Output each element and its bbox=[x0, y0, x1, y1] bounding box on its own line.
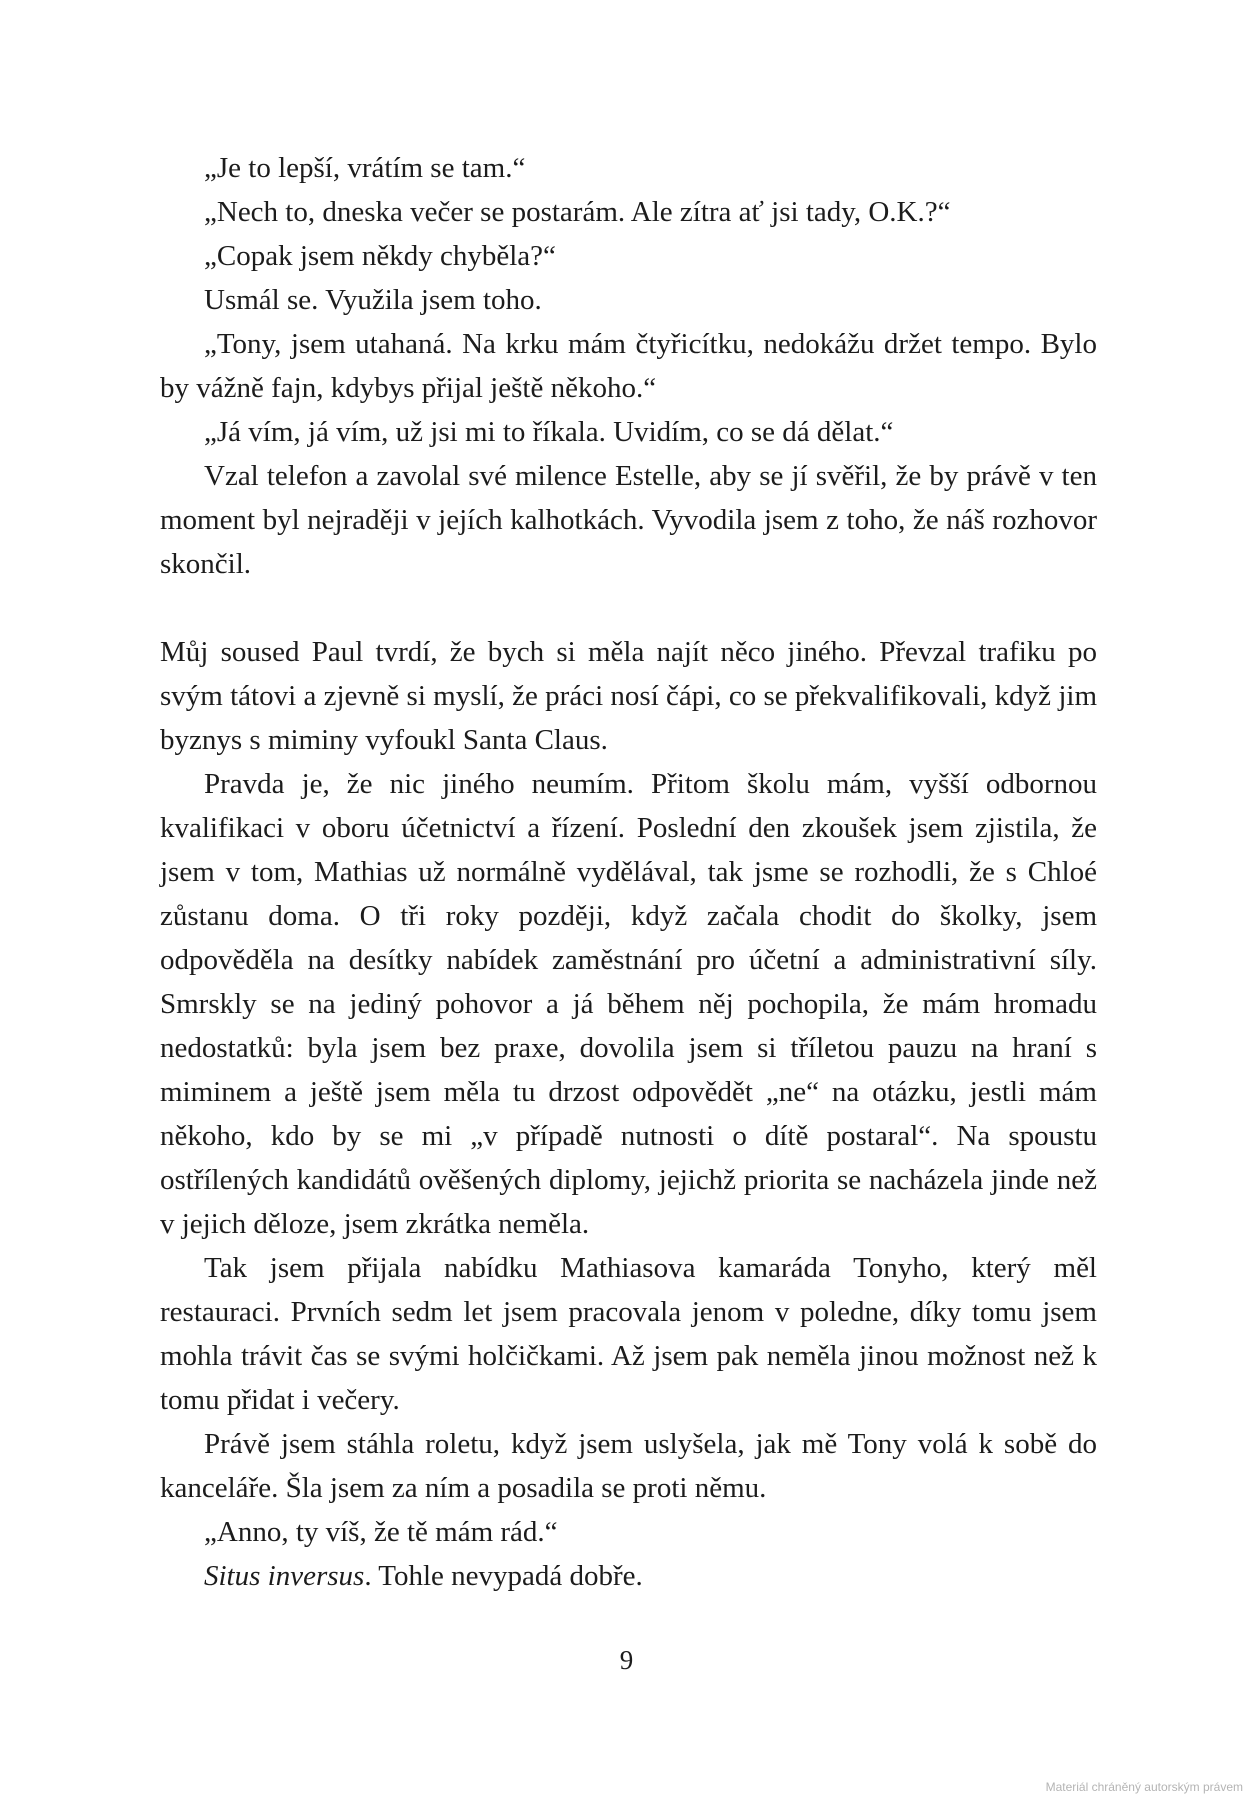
paragraph bbox=[160, 1554, 1097, 1598]
paragraph-rest: . Tohle nevypadá dobře. bbox=[364, 1560, 643, 1592]
paragraph: Pravda je, že nic jiného neumím. Přitom školu mám, vyšší odbornou kvalifikaci v oboru účetnictví a řízení. Poslední den zkoušek jsem zjistila, že jsem v tom, Mathias už normálně vydělával, tak jsme se rozhodli, že s Chloé zůstanu doma. O tři roky později, když začala chodit do školky, jsem odpověděla na desítky nabídek zaměstnání pro účetní a administrativní síly. Smrskly se na jediný pohovor a já během něj pochopila, že mám hromadu nedostatků: byla jsem bez praxe, dovolila jsem si tříletou pauzu na hraní s miminem a ještě jsem měla tu drzost odpovědět „ne“ na otázku, jestli mám někoho, kdo by se mi „v případě nutnosti o dítě postaral“. Na spoustu ostřílených kandidátů ověšených diplomy, jejichž priorita se nacházela jinde než v jejich děloze, jsem zkrátka neměla. bbox=[160, 768, 1097, 1240]
paragraph: Právě jsem stáhla roletu, když jsem uslyšela, jak mě Tony volá k sobě do kanceláře. Šla jsem za ním a posadila se proti němu. bbox=[160, 1428, 1097, 1504]
italic-phrase: Situs inversus bbox=[204, 1560, 365, 1592]
paragraph: Tak jsem přijala nabídku Mathiasova kamaráda Tonyho, který měl restauraci. Prvních sedm let jsem pracovala jenom v poledne, díky tomu jsem mohla trávit čas se svými holčičkami. Až jsem pak neměla jinou možnost než k tomu přidat i večery. bbox=[160, 1252, 1097, 1416]
paragraph: „Je to lepší, vrátím se tam.“ bbox=[204, 152, 526, 184]
paragraph: „Nech to, dneska večer se postarám. Ale zítra ať jsi tady, O.K.?“ bbox=[204, 196, 951, 228]
paragraph: Usmál se. Využila jsem toho. bbox=[204, 284, 542, 316]
paragraph: „Já vím, já vím, už jsi mi to říkala. Uvidím, co se dá dělat.“ bbox=[204, 416, 894, 448]
section-start-paragraph: Můj soused Paul tvrdí, že bych si měla najít něco jiného. Převzal trafiku po svým tátovi a zjevně si myslí, že práci nosí čápi, co se překvalifikovali, když jim byznys s miminy vyfoukl Santa Claus. bbox=[160, 636, 1097, 756]
copyright-watermark: Materiál chráněný autorským právem bbox=[1045, 1780, 1243, 1794]
paragraph: „Tony, jsem utahaná. Na krku mám čtyřicítku, nedokážu držet tempo. Bylo by vážně fajn, kdybys přijal ještě někoho.“ bbox=[160, 328, 1097, 404]
body-text bbox=[160, 146, 1097, 1598]
paragraph: Vzal telefon a zavolal své milence Estelle, aby se jí svěřil, že by právě v ten moment byl nejraději v jejích kalhotkách. Vyvodila jsem z toho, že náš rozhovor skončil. bbox=[160, 460, 1097, 580]
paragraph: „Anno, ty víš, že tě mám rád.“ bbox=[204, 1516, 558, 1548]
page-number: 9 bbox=[619, 1645, 634, 1675]
paragraph: „Copak jsem někdy chyběla?“ bbox=[204, 240, 556, 272]
